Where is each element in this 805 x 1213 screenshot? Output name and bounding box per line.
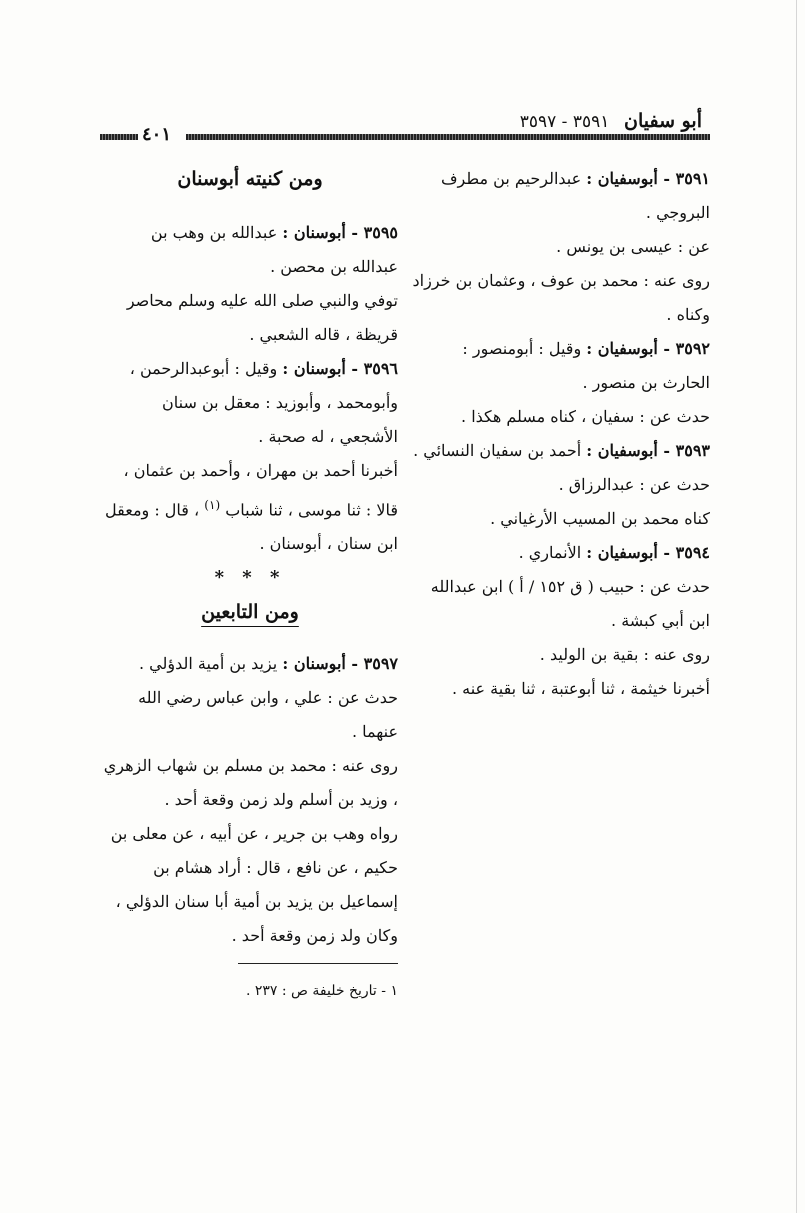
entry-head: ٣٥٩٤ - أبوسفيان :: [586, 543, 710, 562]
footnote-marker: (١): [204, 498, 221, 512]
header-rule: [186, 134, 710, 140]
entry-text: أحمد بن سفيان النسائي .: [413, 441, 587, 460]
page-number: ٤٠١: [142, 124, 172, 145]
header-rule-left: [100, 134, 138, 140]
entry-text: يزيد بن أمية الدؤلي .: [138, 654, 283, 674]
entry-text: عبدالرحيم بن مطرف البروجي .: [440, 169, 710, 222]
section-title-abu-sinan: ومن كنيته أبوسنان: [177, 168, 323, 190]
left-column: [102, 162, 398, 1008]
entry-text: عبدالله بن وهب بن عبدالله بن محصن .: [150, 223, 398, 276]
entry-line: حدث عن : سفيان ، كناه مسلم هكذا .: [461, 407, 710, 426]
entry-line: روى عنه : محمد بن مسلم بن شهاب الزهري ، وزيد بن أسلم ولد زمن وقعة أحد .: [103, 756, 398, 810]
footnote-rule: [238, 963, 398, 964]
entry-3592: [410, 332, 710, 400]
entry-3597: [102, 647, 398, 681]
entry-line: رواه وهب بن جرير ، عن أبيه ، عن معلى بن حكيم ، عن نافع ، قال : أراد هشام بن إسماعيل بن يزيد بن أمية أبا سنان الدؤلي ، وكان ولد زمن وقعة أحد .: [110, 824, 398, 946]
entry-head: ٣٥٩٣ - أبوسفيان :: [586, 441, 710, 460]
footnote: ١ - تاريخ خليفة ص : ٢٣٧ .: [245, 983, 398, 1000]
entry-3593: [410, 434, 710, 468]
running-title-text: أبو سفيان: [623, 110, 702, 132]
entry-text: أخبرنا أحمد بن مهران ، وأحمد بن عثمان ، قالا : ثنا موسى ، ثنا شباب: [123, 461, 398, 520]
entry-line: روى عنه : محمد بن عوف ، وعثمان بن خرزاد وكناه .: [412, 271, 710, 324]
entry-range: ٣٥٩١ - ٣٥٩٧: [519, 112, 610, 132]
entry-line: [102, 454, 398, 561]
entry-line: حدث عن : حبيب ( ق ١٥٢ / أ ) ابن عبدالله ابن أبي كبشة .: [430, 577, 710, 630]
entry-head: ٣٥٩٥ - أبوسنان :: [282, 223, 398, 242]
section-separator: * * *: [214, 567, 286, 589]
entry-head: ٣٥٩٢ - أبوسفيان :: [586, 339, 710, 358]
page-header: [100, 108, 710, 148]
entry-line: عن : عيسى بن يونس .: [556, 237, 710, 256]
entry-3591: [410, 162, 710, 230]
entry-text: وقيل : أبوعبدالرحمن ، وأبومحمد ، وأبوزيد : معقل بن سنان الأشجعي ، له صحبة .: [129, 359, 398, 446]
entry-line: حدث عن : عبدالرزاق .: [558, 475, 710, 494]
entry-head: ٣٥٩١ - أبوسفيان :: [586, 169, 710, 188]
entry-text: وقيل : أبومنصور : الحارث بن منصور .: [462, 339, 710, 392]
entry-line: كناه محمد بن المسيب الأرغياني .: [490, 509, 710, 528]
entry-head: ٣٥٩٧ - أبوسنان :: [282, 654, 398, 674]
right-column: [410, 162, 710, 706]
section-title-tabiin: ومن التابعين: [201, 601, 299, 624]
entry-text: الأنماري .: [518, 543, 587, 562]
entry-line: توفي والنبي صلى الله عليه وسلم محاصر قريظة ، قاله الشعبي .: [126, 291, 398, 344]
page-edge-line: [796, 0, 797, 1213]
entry-line: حدث عن : علي ، وابن عباس رضي الله عنهما .: [138, 688, 398, 742]
entry-line: أخبرنا خيثمة ، ثنا أبوعتبة ، ثنا بقية عنه .: [451, 679, 710, 698]
entry-text: ، قال : ومعقل ابن سنان ، أبوسنان .: [105, 500, 398, 554]
entry-3596: [102, 352, 398, 454]
entry-3595: [102, 216, 398, 284]
entry-line: روى عنه : بقية بن الوليد .: [539, 645, 710, 664]
entry-3594: [410, 536, 710, 570]
running-title: [520, 110, 702, 132]
entry-head: ٣٥٩٦ - أبوسنان :: [282, 359, 398, 378]
